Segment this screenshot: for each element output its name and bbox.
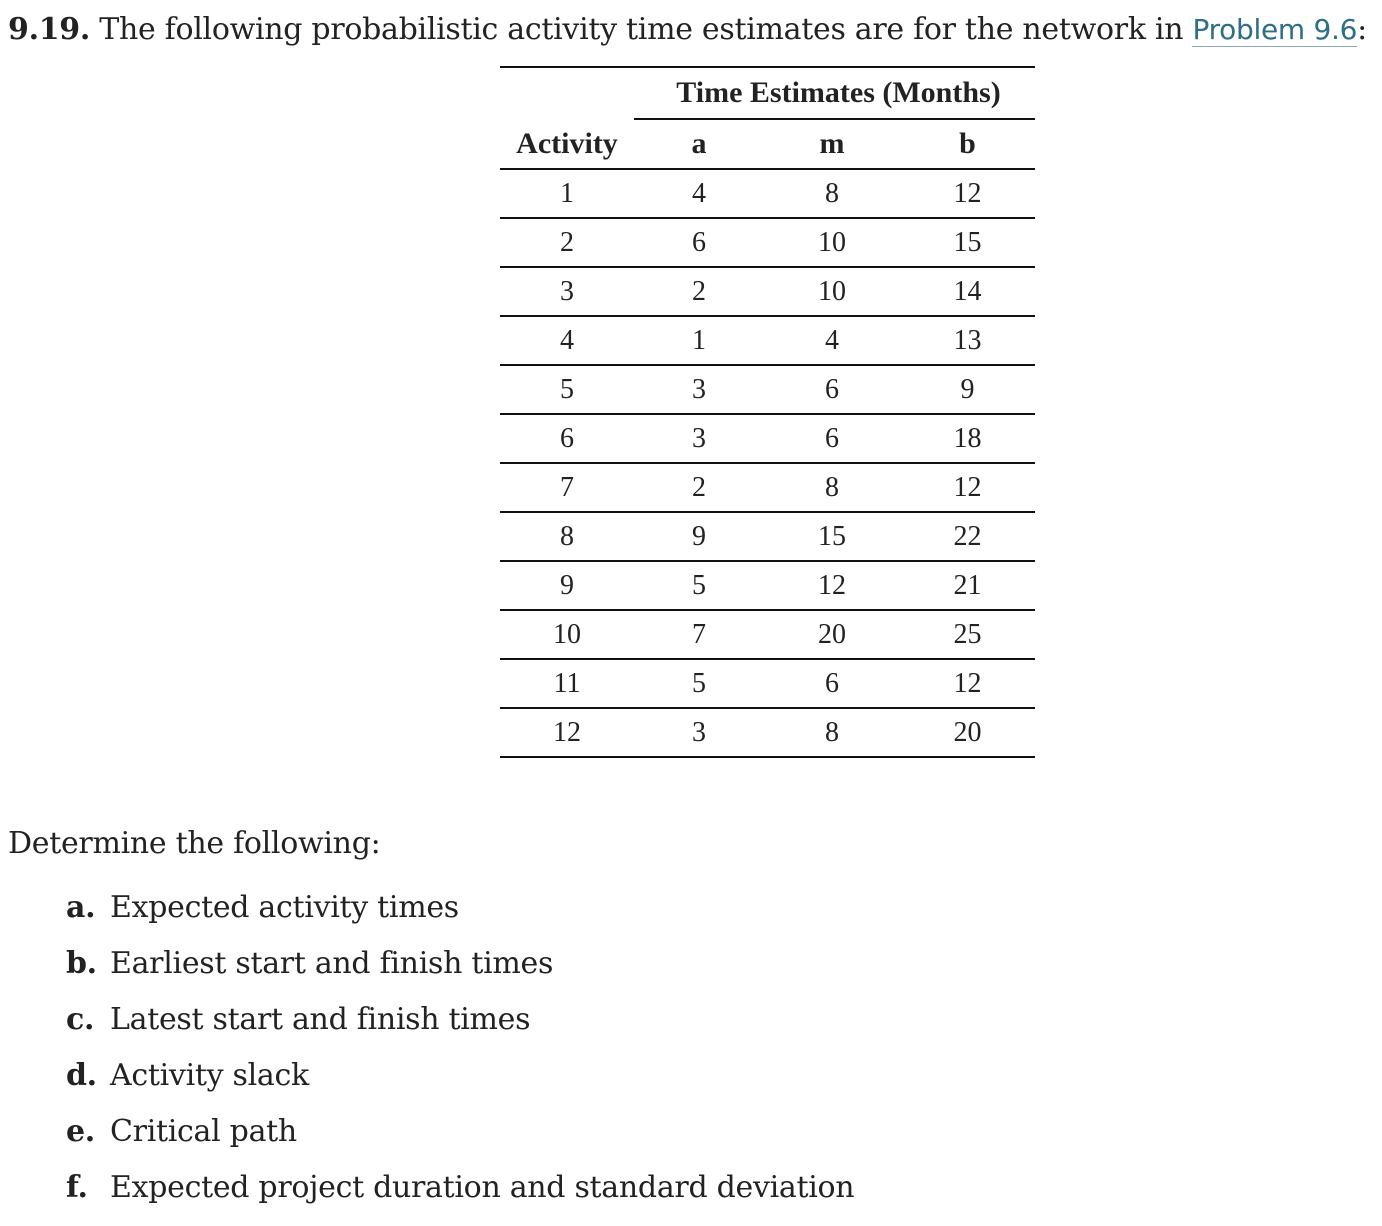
cell-m: 8 [764,708,900,757]
table-row [500,708,1035,757]
cell-b: 12 [900,463,1035,512]
task-letter: c. [66,1002,95,1037]
instruction-lead: Determine the following: [8,826,381,861]
cell-activity: 9 [500,561,634,610]
task-list [66,884,854,1220]
task-text: Critical path [110,1114,297,1149]
table-group-header-row [500,67,1035,119]
table-corner-blank [500,67,634,119]
table-row [500,218,1035,267]
cell-activity: 10 [500,610,634,659]
table-row [500,267,1035,316]
cell-m: 6 [764,659,900,708]
problem-text: The following probabilistic activity time estimates are for the network in [90,12,1193,47]
cell-m: 6 [764,414,900,463]
list-item [66,1164,854,1220]
cell-activity: 4 [500,316,634,365]
cell-activity: 5 [500,365,634,414]
cell-a: 2 [634,267,764,316]
cell-b: 21 [900,561,1035,610]
task-letter: a. [66,890,96,925]
cell-activity: 1 [500,169,634,218]
task-letter: e. [66,1114,95,1149]
cell-activity: 2 [500,218,634,267]
cell-activity: 8 [500,512,634,561]
cell-a: 1 [634,316,764,365]
table-row [500,463,1035,512]
task-text: Expected project duration and standard deviation [110,1170,855,1205]
table-row [500,610,1035,659]
task-letter: b. [66,946,97,981]
cell-activity: 6 [500,414,634,463]
table-row [500,659,1035,708]
cell-m: 12 [764,561,900,610]
cell-activity: 7 [500,463,634,512]
cell-activity: 3 [500,267,634,316]
table-row [500,512,1035,561]
table-row [500,365,1035,414]
task-letter: f. [66,1170,88,1205]
cell-m: 20 [764,610,900,659]
cell-m: 4 [764,316,900,365]
column-header-b: b [900,119,1035,169]
table-column-header-row [500,119,1035,169]
cell-a: 7 [634,610,764,659]
task-text: Earliest start and finish times [110,946,554,981]
list-item [66,1052,854,1108]
list-item [66,1108,854,1164]
cell-a: 5 [634,659,764,708]
task-text: Latest start and finish times [110,1002,531,1037]
cell-activity: 12 [500,708,634,757]
cell-b: 15 [900,218,1035,267]
cell-b: 12 [900,169,1035,218]
cell-a: 3 [634,708,764,757]
cell-activity: 11 [500,659,634,708]
cell-a: 2 [634,463,764,512]
cell-a: 5 [634,561,764,610]
cell-m: 6 [764,365,900,414]
cell-a: 9 [634,512,764,561]
table-row [500,561,1035,610]
table-row [500,414,1035,463]
task-letter: d. [66,1058,97,1093]
cell-b: 25 [900,610,1035,659]
column-header-a: a [634,119,764,169]
table-row [500,316,1035,365]
cell-a: 4 [634,169,764,218]
problem-suffix: : [1357,12,1367,47]
problem-reference-link[interactable]: Problem 9.6 [1192,13,1358,46]
cell-m: 15 [764,512,900,561]
cell-b: 22 [900,512,1035,561]
list-item [66,940,854,996]
cell-a: 6 [634,218,764,267]
cell-a: 3 [634,365,764,414]
cell-m: 10 [764,267,900,316]
cell-m: 10 [764,218,900,267]
cell-b: 9 [900,365,1035,414]
column-header-m: m [764,119,900,169]
table-group-title: Time Estimates (Months) [634,67,1035,119]
cell-b: 18 [900,414,1035,463]
cell-b: 13 [900,316,1035,365]
table-row [500,169,1035,218]
cell-b: 14 [900,267,1035,316]
cell-m: 8 [764,463,900,512]
task-text: Expected activity times [110,890,459,925]
list-item [66,996,854,1052]
cell-b: 12 [900,659,1035,708]
problem-number: 9.19. [8,12,91,47]
task-text: Activity slack [110,1058,309,1093]
list-item [66,884,854,940]
problem-statement [8,10,1367,50]
cell-b: 20 [900,708,1035,757]
time-estimates-table [500,66,1035,758]
cell-m: 8 [764,169,900,218]
column-header-activity: Activity [500,119,634,169]
cell-a: 3 [634,414,764,463]
